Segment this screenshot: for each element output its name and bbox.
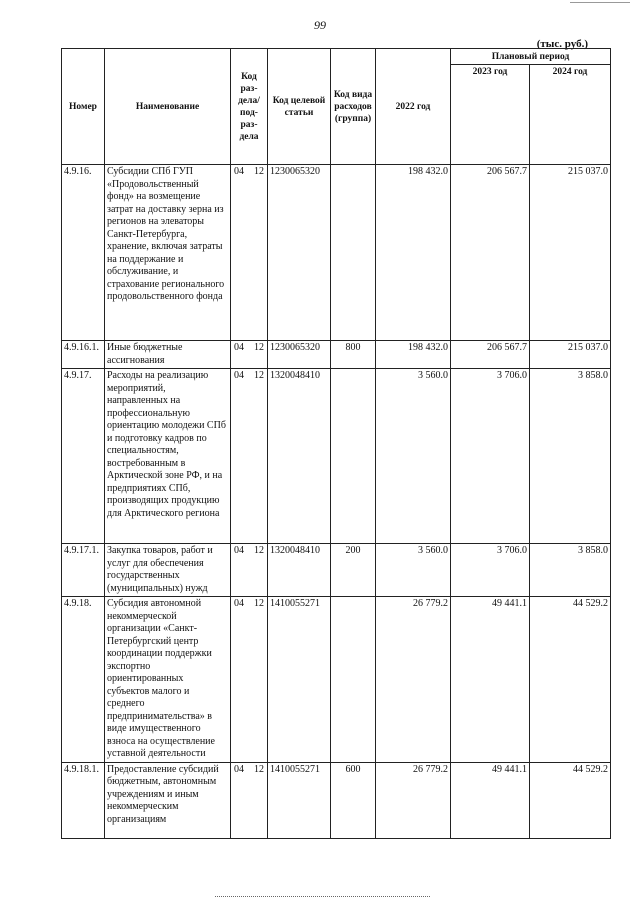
row-2022: 26 779.2 [376,597,451,763]
row-2023: 3 706.0 [451,369,530,544]
header-year-2022: 2022 год [376,49,451,165]
row-name: Субсидия автономной некоммерческой организации «Санкт-Петербургский центр координации поддержки экспортно ориентированных субъектов малого и среднего предпринимательства» в виде имущественного взноса на осуществление уставной деятельности [105,597,231,763]
row-number: 4.9.17. [62,369,105,544]
budget-table [61,48,611,839]
header-year-2024: 2024 год [530,65,611,165]
row-target-code: 1230065320 [268,165,331,341]
row-2022: 26 779.2 [376,762,451,838]
row-number: 4.9.18. [62,597,105,763]
row-section-code [231,165,268,341]
row-2023: 206 567.7 [451,341,530,369]
section: 04 [234,763,244,775]
subsection: 12 [254,763,264,775]
unit-note: (тыс. руб.) [536,38,588,50]
header-expense-type: Код вида расходов (группа) [331,49,376,165]
row-expense-type: 200 [331,544,376,597]
subsection: 12 [254,370,264,381]
row-2024: 44 529.2 [530,597,611,763]
row-number: 4.9.16. [62,165,105,341]
header-planning-period: Плановый период [451,49,611,65]
table-row [62,165,611,341]
row-2023: 49 441.1 [451,597,530,763]
row-expense-type [331,369,376,544]
row-number: 4.9.17.1. [62,544,105,597]
section: 04 [234,370,244,381]
row-section-code [231,369,268,544]
header-section-code: Код раз-дела/ под-раз-дела [231,49,268,165]
subsection: 12 [254,166,264,177]
table-row [62,544,611,597]
row-2024: 3 858.0 [530,369,611,544]
header-row [62,49,611,65]
row-2022: 3 560.0 [376,369,451,544]
row-name: Предоставление субсидий бюджетным, автономным учреждениям и иным некоммерческим организациям [105,762,231,838]
row-2024: 3 858.0 [530,544,611,597]
table-row [62,369,611,544]
row-2023: 49 441.1 [451,762,530,838]
header-number: Номер [62,49,105,165]
row-section-code [231,597,268,763]
row-number: 4.9.16.1. [62,341,105,369]
row-name: Расходы на реализацию мероприятий, направленных на профессиональную ориентацию молодежи СПб и подготовку кадров по специальностям, востребованным в Арктической зоне РФ, и на предприятиях СПб, производящих продукцию для Арктического региона [105,369,231,544]
header-target-code: Код целевой статьи [268,49,331,165]
row-target-code: 1320048410 [268,544,331,597]
section: 04 [234,166,244,177]
row-target-code: 1230065320 [268,341,331,369]
row-2024: 215 037.0 [530,165,611,341]
row-number: 4.9.18.1. [62,762,105,838]
section: 04 [234,342,244,353]
table-row [62,762,611,838]
row-expense-type: 600 [331,762,376,838]
row-2022: 198 432.0 [376,165,451,341]
row-expense-type [331,597,376,763]
row-target-code: 1320048410 [268,369,331,544]
subsection: 12 [254,342,264,353]
row-2024: 215 037.0 [530,341,611,369]
row-2024: 44 529.2 [530,762,611,838]
section: 04 [234,598,244,609]
row-section-code [231,341,268,369]
row-name: Закупка товаров, работ и услуг для обеспечения государственных (муниципальных) нужд [105,544,231,597]
row-name: Иные бюджетные ассигнования [105,341,231,369]
row-expense-type [331,165,376,341]
section: 04 [234,545,244,556]
subsection: 12 [254,545,264,556]
row-section-code [231,544,268,597]
subsection: 12 [254,598,264,609]
row-expense-type: 800 [331,341,376,369]
page-number: 99 [314,18,326,32]
row-section-code [231,762,268,838]
row-2023: 3 706.0 [451,544,530,597]
scan-footer-line [215,896,430,897]
row-target-code: 1410055271 [268,762,331,838]
scan-edge-mark [570,2,630,3]
row-target-code: 1410055271 [268,597,331,763]
row-name: Субсидии СПб ГУП «Продовольственный фонд» на возмещение затрат на доставку зерна из регионов на элеваторы Санкт-Петербурга, хранение, включая затраты на поддержание и обслуживание, и страхование регионального продовольственного фонда [105,165,231,341]
header-year-2023: 2023 год [451,65,530,165]
row-2022: 3 560.0 [376,544,451,597]
header-name: Наименование [105,49,231,165]
row-2022: 198 432.0 [376,341,451,369]
table-row [62,341,611,369]
row-2023: 206 567.7 [451,165,530,341]
table-row [62,597,611,763]
